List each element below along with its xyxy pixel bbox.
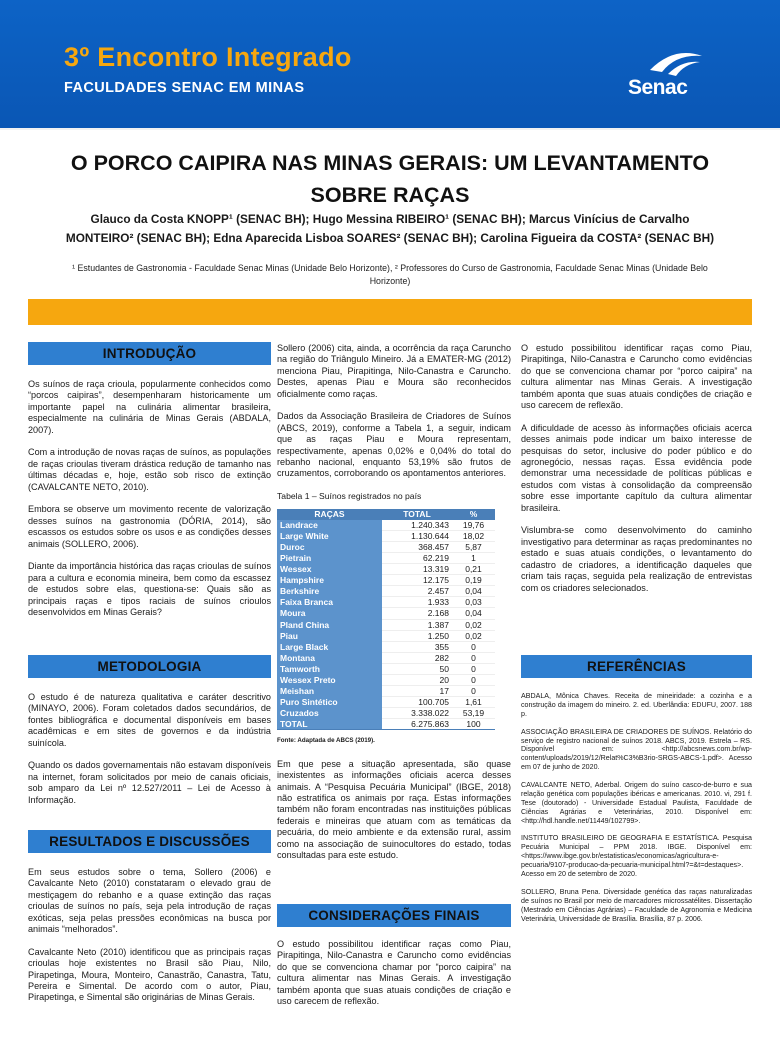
introduction-heading: INTRODUÇÃO: [28, 342, 271, 365]
right-paragraph-3: Vislumbra-se como desenvolvimento do caminho investigativo para determinar as raças predominantes no estado e suas atuais condições, o levantamento do cadastro de criadores, a identificação daqueles que criam tais raças, seguida pela realização de entrevistas com os criadores selecionados.: [521, 525, 752, 593]
table-row: [277, 708, 495, 719]
intro-paragraph-2: Com a introdução de novas raças de suínos, as populações de raças crioulas tiveram drástica redução de tamanho nas últimas décadas e, hoje, estão sob risco de extinção (CAVALCANTE NETO, 2010).: [28, 447, 271, 492]
column-middle-final: [277, 904, 511, 1019]
breed-percent-cell: 0,19: [452, 575, 495, 586]
table-caption: Tabela 1 – Suínos registrados no país: [277, 491, 422, 502]
breed-percent-cell: 0,03: [452, 597, 495, 608]
table-row: [277, 686, 495, 697]
middle-paragraph-1: Sollero (2006) cita, ainda, a ocorrência da raça Carunchо na região do Triângulo Mineiro. Já a EMATER-MG (2012) menciona Piau, Pirapitinga, Nilo-Canastra e Caruncho. Destes, apenas Piau e Moura são reconhecidos oficialmente como raças.: [277, 343, 511, 399]
method-paragraph-1: O estudo é de natureza qualitativa e caráter descritivo (MINAYO, 2006). Foram coletados dados secundários, de fontes bibliográfica e documental disponíveis em bases acadêmicas e em sites de governos e da indústria suinícola.: [28, 692, 271, 748]
breed-name-cell: Faixa Branca: [277, 597, 382, 608]
breed-name-cell: Wessex Preto: [277, 674, 382, 685]
breed-percent-cell: 0,02: [452, 630, 495, 641]
reference-item: SOLLERO, Bruna Pena. Diversidade genética das raças naturalizadas de suínos no Brasil por meio de marcadores microssatélites. Dissertação (Mestrado em Ciências Agrárias) – Faculdade de Agronomia e Medicina Veterinária, Universidade de Brasília. Brasília, 87 p. 2006.: [521, 887, 752, 923]
method-paragraph-2: Quando os dados governamentais não estavam disponíveis na internet, foram solicitados por meio de canais oficiais, sob amparo da Lei nº 12.527/2011 – Lei de Acesso à Informação.: [28, 760, 271, 805]
poster-title: O PORCO CAIPIRA NAS MINAS GERAIS: UM LEVANTAMENTO SOBRE RAÇAS: [70, 151, 710, 207]
middle-paragraph-2: Dados da Associação Brasileira de Criadores de Suínos (ABCS, 2019), conforme a Tabela 1, a seguir, indicam que as raças Piau e Moura representam, respectivamente, apenas 0,02% e 0,04% do total do rebanho nacional, enquanto 53,19% são frutos de cruzamentos, corroborando os apontamentos anteriores.: [277, 411, 511, 479]
right-paragraph-1: O estudo possibilitou identificar raças como Piau, Pirapitinga, Nilo-Canastra e Caruncho como evidências do que se convenciona chamar por “porco caipira” na cultura alimentar nas Minas Gerais. A investigação também aponta que suas atuais condições de criação e uso carecem de reflexão.: [521, 343, 752, 411]
breed-name-cell: Cruzados: [277, 708, 382, 719]
breed-name-cell: Tamworth: [277, 663, 382, 674]
breed-percent-cell: 0,04: [452, 608, 495, 619]
table-row: [277, 674, 495, 685]
breed-percent-cell: 0,02: [452, 619, 495, 630]
table-row: [277, 652, 495, 663]
table-row: [277, 530, 495, 541]
banner-underline: [0, 124, 780, 130]
logo-text: Senac: [628, 76, 688, 99]
breed-total-cell: 1.387: [382, 619, 452, 630]
breed-name-cell: Moura: [277, 608, 382, 619]
reference-item: INSTITUTO BRASILEIRO DE GEOGRAFIA E ESTATÍSTICA. Pesquisa Pecuária Municipal – PPM 2018. IBGE. Disponível em: <https://www.ibge.gov.br/estatisticas/economicas/agricultura-e-pecuaria/9107-producao-da-pecuaria-municipal.html?=&t=destaques>. Acesso em 20 de setembro de 2020.: [521, 834, 752, 879]
table-row: [277, 697, 495, 708]
results-paragraph-1: Em seus estudos sobre o tema, Sollero (2006) e Cavalcante Neto (2010) constataram o elevado grau de mestiçagem do rebanho e a quase extinção das raças crioulas de suínos no país, seja pela introdução de raças exóticas, seja pelas pressões econômicas na busca por animais “melhorados”.: [28, 867, 271, 935]
table-header: %: [452, 509, 495, 520]
breed-percent-cell: 18,02: [452, 530, 495, 541]
breed-percent-cell: 19,76: [452, 520, 495, 531]
breed-name-cell: Pietrain: [277, 552, 382, 563]
table-row: [277, 719, 495, 730]
breed-total-cell: 1.250: [382, 630, 452, 641]
breed-total-cell: 1.933: [382, 597, 452, 608]
event-title: 3º Encontro Integrado: [64, 42, 352, 72]
breed-name-cell: Puro Sintético: [277, 697, 382, 708]
table-row: [277, 552, 495, 563]
results-heading: RESULTADOS E DISCUSSÕES: [28, 830, 271, 853]
breed-total-cell: 2.168: [382, 608, 452, 619]
reference-item: CAVALCANTE NETO, Aderbal. Origem do suíno casco-de-burro e sua relação genética com populações ibéricas e americanas. 2010. vi, 291 f. Tese (doutorado) - Universidade Estadual Paulista, Faculdade de Ciências Agrárias e Veterinárias, 2010. Disponível em: <http://hdl.handle.net/11449/102799>.: [521, 781, 752, 825]
table-row: [277, 575, 495, 586]
senac-logo-mark-icon: [646, 48, 706, 78]
right-paragraph-2: A dificuldade de acesso às informações oficiais acerca desses animais pode indicar um baixo interesse de pesquisas do setor, inclusive do poder público e do agronegócio, nessas raças. Essa evidência pode demonstrar uma necessidade de políticas públicas e estudos com vistas à consolidação da compreensão sobre esse importante capítulo da cultura alimentar brasileira.: [521, 422, 752, 513]
breed-percent-cell: 0: [452, 641, 495, 652]
breeds-table: [277, 509, 495, 731]
reference-item: ASSOCIAÇÃO BRASILEIRA DE CRIADORES DE SUÍNOS. Relatório do serviço de registro nacional de suínos 2018. ABCS, 2019. Estrela – RS. Disponível em: <http://abcsnews.com.br/wp-content/uploads/2019/12/Relat%C3%B3rio-SRGS-ABCS-1.pdf>. Acesso em 07 de junho de 2020.: [521, 727, 752, 772]
breed-name-cell: Pland China: [277, 619, 382, 630]
authors-line-2: MONTEIRO² (SENAC BH); Edna Aparecida Lisboa SOARES² (SENAC BH); Carolina Figueira da COSTA² (SENAC BH): [65, 231, 715, 245]
breed-percent-cell: 0,04: [452, 586, 495, 597]
authors: [40, 210, 740, 248]
breed-percent-cell: 0: [452, 674, 495, 685]
breed-total-cell: 368.457: [382, 541, 452, 552]
breed-total-cell: 50: [382, 663, 452, 674]
breed-percent-cell: 1: [452, 552, 495, 563]
breed-total-cell: 17: [382, 686, 452, 697]
breed-name-cell: Montana: [277, 652, 382, 663]
reference-item: ABDALA, Mônica Chaves. Receita de mineiridade: a cozinha e a construção da imagem do mineiro. 2. ed. Uberlândia: EDUFU, 2007. 188 p.: [521, 692, 752, 718]
breed-total-cell: 1.240.343: [382, 520, 452, 531]
table-row: [277, 619, 495, 630]
breed-total-cell: 2.457: [382, 586, 452, 597]
results-paragraph-2: Cavalcante Neto (2010) identificou que as principais raças crioulas hoje existentes no Brasil são Piau, Nilo, Pirapetinga, Moura, Monteiro, Canastrão, Canastra, Tatu, Pereira e Simental. De acordo com o autor, Piau, Pirapetinga, e Simental são originárias de Minas Gerais.: [28, 946, 271, 1003]
final-considerations-heading: CONSIDERAÇÕES FINAIS: [277, 904, 511, 927]
senac-logo: [628, 48, 704, 104]
breed-total-cell: 282: [382, 652, 452, 663]
breed-total-cell: 20: [382, 674, 452, 685]
final-paragraph-1: O estudo possibilitou identificar raças como Piau, Pirapitinga, Nilo-Canastra e Caruncho como evidências do que se convenciona chamar por “porco caipira” na cultura alimentar nas Minas Gerais. A investigação também aponta que suas atuais condições de criação e uso carecem de reflexão.: [277, 939, 511, 1007]
column-left-results: [28, 830, 271, 1015]
breed-percent-cell: 0: [452, 686, 495, 697]
breed-name-cell: Hampshire: [277, 575, 382, 586]
breed-name-cell: Berkshire: [277, 586, 382, 597]
middle-paragraph-3: Em que pese a situação apresentada, são quase inexistentes as informações oficiais acerca desses animais. A “Pesquisa Pecuária Municipal” (IBGE, 2018) não estratifica os animais por raça. Estas informações também não foram encontradas nas instituições públicas federais e mineiras que atuam com as temáticas da pecuária, do meio ambiente e da extensão rural, assim como na associação de suinocultores do estado, todas consultadas para este estudo.: [277, 758, 511, 861]
breed-percent-cell: 100: [452, 719, 495, 730]
breed-total-cell: 12.175: [382, 575, 452, 586]
breed-total-cell: 100.705: [382, 697, 452, 708]
column-left-methods: [28, 655, 271, 817]
intro-paragraph-1: Os suínos de raça crioula, popularmente conhecidos como “porcos caipiras”, desempenharam historicamente um importante papel na culinária alimentar brasileira, especialmente na culinária de Minas Gerais (ABDALA, 2007).: [28, 379, 271, 435]
breed-total-cell: 62.219: [382, 552, 452, 563]
column-left: [28, 342, 271, 630]
breed-percent-cell: 0: [452, 652, 495, 663]
breed-name-cell: Large Black: [277, 641, 382, 652]
event-subtitle: FACULDADES SENAC EM MINAS: [64, 80, 305, 96]
breed-total-cell: 3.338.022: [382, 708, 452, 719]
table-row: [277, 597, 495, 608]
authors-line-1: Glauco da Costa KNOPP¹ (SENAC BH); Hugo Messina RIBEIRO¹ (SENAC BH); Marcus Vinícius de Carvalho: [90, 212, 690, 226]
breed-total-cell: 13.319: [382, 564, 452, 575]
affiliations: ¹ Estudantes de Gastronomia - Faculdade Senac Minas (Unidade Belo Horizonte), ² Professores do Curso de Gastronomia, Faculdade Senac Minas (Unidade Belo Horizonte): [72, 263, 708, 286]
table-row: [277, 564, 495, 575]
breed-name-cell: Duroc: [277, 541, 382, 552]
breed-name-cell: Meishan: [277, 686, 382, 697]
breed-name-cell: TOTAL: [277, 719, 382, 730]
breed-name-cell: Wessex: [277, 564, 382, 575]
breed-name-cell: Landrace: [277, 520, 382, 531]
table-row: [277, 520, 495, 531]
table-header: TOTAL: [382, 509, 452, 520]
breed-name-cell: Large White: [277, 530, 382, 541]
table-row: [277, 608, 495, 619]
methodology-heading: METODOLOGIA: [28, 655, 271, 678]
breed-total-cell: 1.130.644: [382, 530, 452, 541]
references-section: [521, 655, 752, 932]
breed-percent-cell: 1,61: [452, 697, 495, 708]
table-row: [277, 641, 495, 652]
breed-percent-cell: 53,19: [452, 708, 495, 719]
breed-total-cell: 355: [382, 641, 452, 652]
intro-paragraph-3: Embora se observe um movimento recente de valorização desses suínos na gastronomia (DÓRIA, 2014), são escassos os estudos sobre os usos e as condições desses animais (SOLLERO, 2006).: [28, 504, 271, 549]
table-header-row: [277, 509, 495, 520]
breed-percent-cell: 0: [452, 663, 495, 674]
references-heading: REFERÊNCIAS: [521, 655, 752, 678]
breed-name-cell: Piau: [277, 630, 382, 641]
table-source: Fonte: Adaptada de ABCS (2019).: [277, 737, 375, 745]
table-row: [277, 630, 495, 641]
table-row: [277, 586, 495, 597]
breed-percent-cell: 5,87: [452, 541, 495, 552]
breed-percent-cell: 0,21: [452, 564, 495, 575]
column-middle: [277, 343, 511, 873]
breed-total-cell: 6.275.863: [382, 719, 452, 730]
column-right: [521, 343, 752, 605]
table-header: RAÇAS: [277, 509, 382, 520]
orange-divider-bar: [28, 299, 752, 325]
table-row: [277, 663, 495, 674]
table-row: [277, 541, 495, 552]
intro-paragraph-4: Diante da importância histórica das raças crioulas de suínos para a cultura e economia mineira, bem como da escassez de estudos sobre elas, questiona-se: Quais são as principais raças e tipos raciais de suínos crioulos desenvolvidos em Minas Gerais?: [28, 561, 271, 618]
